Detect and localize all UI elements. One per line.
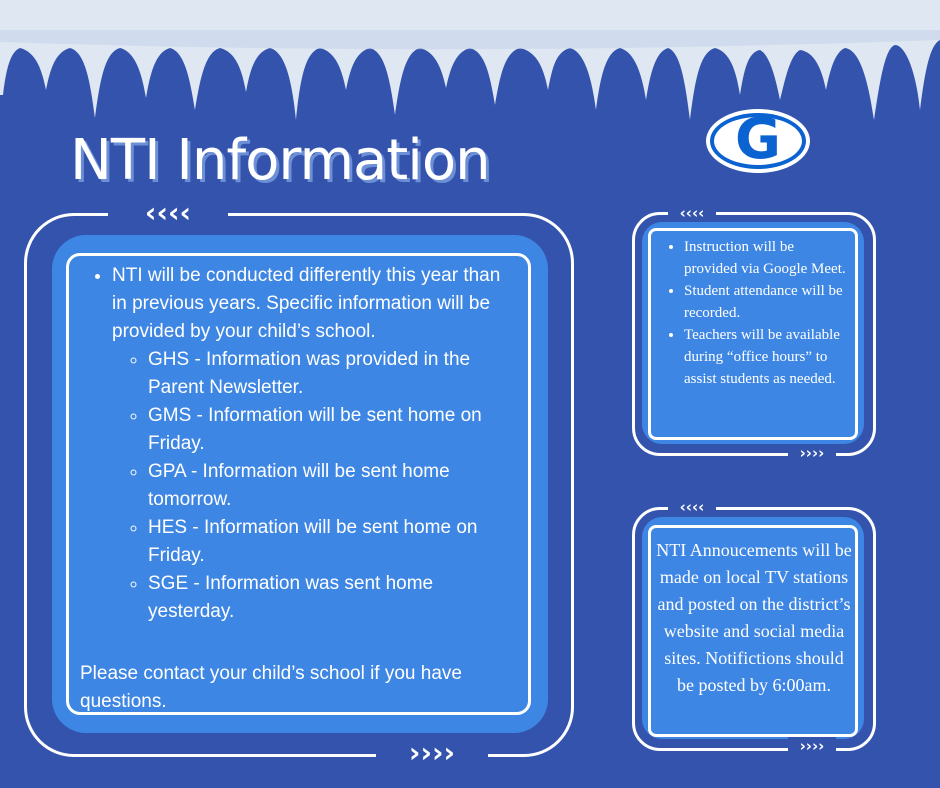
side-bottom-chevron-top: ‹‹‹‹ xyxy=(668,498,716,516)
school-item-gpa: ◦ GPA - Information will be sent home tomorrow. xyxy=(148,458,510,514)
main-chevron-top: ‹‹‹‹ xyxy=(108,196,228,230)
main-content xyxy=(80,262,510,716)
nti-bullet-text: NTI will be conducted differently this year than in previous years. Specific information will be provided by your child’s school. xyxy=(112,265,501,342)
info-item-google-meet: • Instruction will be provided via Google Meet. xyxy=(684,236,846,280)
school-logo xyxy=(704,107,812,175)
info-item-office-hours: • Teachers will be available during “office hours” to assist students as needed. xyxy=(684,324,846,390)
contact-note: Please contact your child’s school if you have questions. xyxy=(80,663,462,712)
school-item-hes: ◦ HES - Information will be sent home on Friday. xyxy=(148,514,510,570)
page-title: NTI Information xyxy=(70,128,490,193)
school-item-sge: ◦ SGE - Information was sent home yesterday. xyxy=(148,570,510,626)
announcements-text: NTI Annoucements will be made on local TV stations and posted on the district’s website and social media sites. Notifictions should be posted by 6:00am. xyxy=(656,540,852,695)
side-top-chevron-bottom: ›››› xyxy=(788,444,836,462)
side-top-chevron-top: ‹‹‹‹ xyxy=(668,204,716,222)
info-item-attendance: • Student attendance will be recorded. xyxy=(684,280,846,324)
main-chevron-bottom: ›››› xyxy=(376,736,488,770)
school-item-ghs: ◦ GHS - Information was provided in the Parent Newsletter. xyxy=(148,346,510,402)
list-item xyxy=(112,262,510,626)
school-item-gms: ◦ GMS - Information will be sent home on Friday. xyxy=(148,402,510,458)
logo-letter: G xyxy=(735,107,781,172)
side-bottom-chevron-bottom: ›››› xyxy=(788,737,836,755)
side-top-content xyxy=(658,236,846,390)
